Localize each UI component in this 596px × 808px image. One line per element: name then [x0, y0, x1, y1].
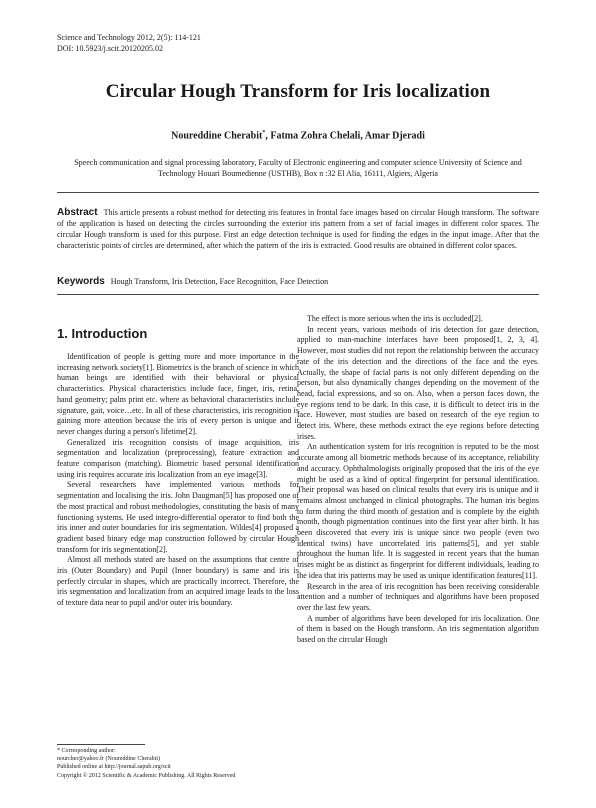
paragraph: Research in the area of iris recognition has been receiving considerable attention and a number of techniques and algorithms have been proposed over the last few years.	[297, 581, 539, 612]
divider-bottom	[57, 294, 539, 295]
footnote-copyright: Copyright © 2012 Scientific & Academic Publishing. All Rights Reserved	[57, 772, 236, 779]
other-authors: , Fatma Zohra Chelali, Amar Djeradi	[265, 130, 425, 142]
journal-citation: Science and Technology 2012, 2(5): 114-121	[57, 33, 201, 42]
paragraph: Generalized iris recognition consists of image acquisition, iris segmentation and localization (preprocessing), feature extraction and feature comparison (matching). Biometric based personal identification using iris requires accurate iris localization from an eye image[3].	[57, 437, 299, 479]
footnote-divider	[57, 744, 145, 745]
keywords-label: Keywords	[57, 276, 105, 287]
footnote-published: Published online at http://journal.sapub.org/scit	[57, 764, 171, 771]
left-column	[57, 306, 299, 609]
paper-title: Circular Hough Transform for Iris localization	[105, 81, 491, 102]
paragraph: A number of algorithms have been developed for iris localization. One of them is based on the Hough transform. An iris segmentation algorithm based on the circular Hough	[297, 613, 539, 645]
journal-header	[57, 32, 201, 54]
paragraph: In recent years, various methods of iris detection for gaze detection, applied to man-machine interfaces have been proposed[1, 2, 3, 4]. However, most studies did not report the relationship between the accuracy rate of the iris detection and the directions of the face and the eyes. Actually, the shape of facial parts is not only different depending on the person, but also dynamically changes depending on the movement of the head, facial expressions, and so on. Also, when a person faces down, the eye regions tend to be dark. In this case, it is difficult to detect iris in the face. However, most studies are based on research of the eye region to detect iris. Where, these methods extract the eye regions before detecting irises.	[297, 324, 539, 441]
right-column	[297, 314, 539, 646]
affiliation: Speech communication and signal processing laboratory, Faculty of Electronic engineering and computer science University of Science and Technology Houari Boumedienne (USTHB), Box n :32 El Alia, 16111, Algiers, Algeria	[74, 158, 522, 178]
keywords-text: Hough Transform, Iris Detection, Face Recognition, Face Detection	[110, 277, 329, 286]
author-list	[40, 130, 556, 141]
abstract-text: This article presents a robust method for detecting iris features in frontal face images based on circular Hough transform. The software of the application is based on detecting the circles surrounding the exterior iris pattern from a set of facial images in different color spaces. The circular Hough transform is used for this purpose. First an edge detection technique is used for finding the edges in the input image. After that the characteristic points of circles are determined, after which the pattern of the iris is extracted. Good results are obtained in different color spaces.	[57, 208, 539, 250]
journal-doi: DOI: 10.5923/j.scit.20120205.02	[57, 44, 163, 53]
paragraph: Almost all methods stated are based on the assumptions that centre of iris (Outer Boundary) and Pupil (Inner boundary) is same and iris is perfectly circular in shapes, which are practically incorrect. Therefore, the iris segmentation and localization from an acquired image leads to the loss of texture data near to pupil and/or outer iris boundary.	[57, 555, 299, 608]
paragraph: The effect is more serious when the iris is occluded[2].	[307, 314, 483, 323]
footnote	[57, 747, 297, 780]
footnote-corresponding: * Corresponding author:	[57, 748, 116, 754]
divider-top	[57, 192, 539, 193]
keywords-block	[57, 276, 539, 288]
paragraph: An authentication system for iris recognition is reputed to be the most accurate among all biometric methods because of its acceptance, reliability and accuracy. Ophthalmologists originally proposed that the iris of the eye might be used as a kind of optical fingerprint for personal identification. Their proposal was based on clinical results that every iris is unique and it remains almost unchanged in clinical photographs. The human iris begins to form during the third month of gestation and is complete by the eighth month, though pigmentation continues into the first year after birth. It has been discovered that every iris is unique since two people (even two identical twins) have uncorrelated iris patterns[5], and yet stable throughout the human life. It is suggested in recent years that the human irises might be as distinct as fingerprint for different individuals, leading to the idea that iris patterns may be used as unique identification features[11].	[297, 442, 539, 580]
section-heading-introduction: 1. Introduction	[57, 326, 148, 341]
corresponding-mark: *	[262, 130, 266, 136]
abstract-block	[57, 207, 539, 251]
abstract-label: Abstract	[57, 207, 98, 218]
paragraph: Identification of people is getting more and more importance in the increasing network society[1]. Biometrics is the branch of science in which human beings are identified with their behavioral or physical characteristics. Physical characteristics include face, finger, iris, retina, hand geometry; palm print etc. where as behavioral characteristics include signature, gait, voice…etc. In all of these characteristics, iris recognition is gaining more attention because the iris of every person is unique and it never changes during a person's lifetime[2].	[57, 352, 299, 436]
first-author: Noureddine Cherabit	[171, 130, 263, 142]
footnote-email: nourcher@yahoo.fr (Noureddine Cherabit)	[57, 756, 160, 763]
paragraph: Several researchers have implemented various methods for segmentation and localising the iris. John Daugman[5] has proposed one of the most practical and robust methodologies, constituting the basis of many functioning systems. He used integro-differential operator to find both the iris inner and outer boundaries for iris segmentation. Wildes[4] proposed a gradient based binary edge map construction followed by circular Hough transform for iris segmentation[2].	[57, 480, 299, 554]
